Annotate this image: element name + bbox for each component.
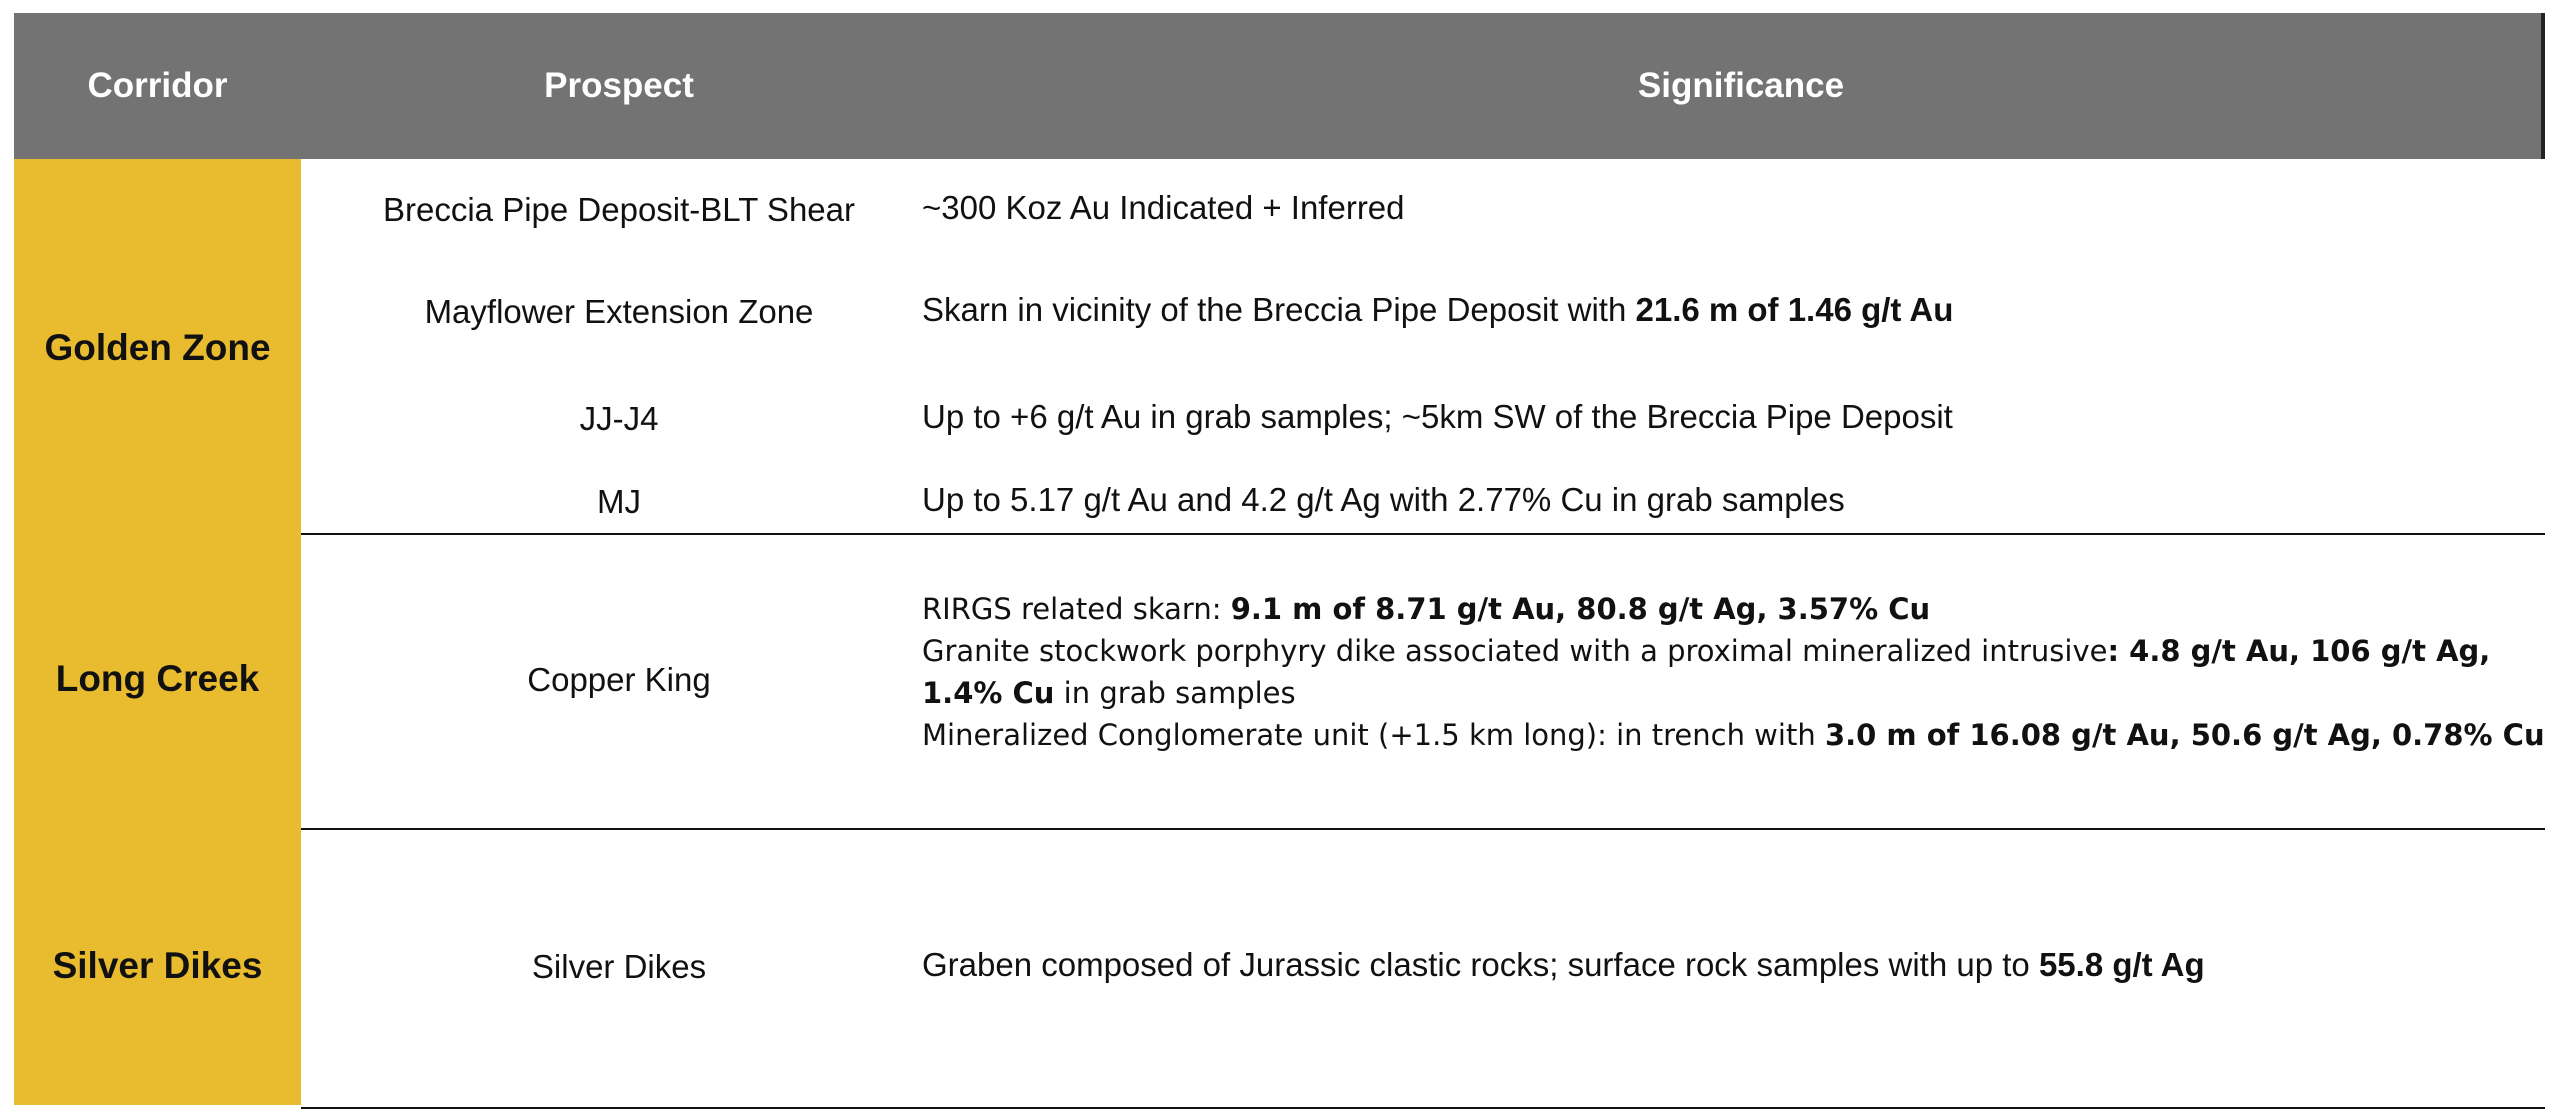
prospect-copper-king: Copper King [527, 661, 711, 698]
copper-king-line-2-highlight: : 4.8 g/t Au, 106 g/t Ag, [2107, 634, 2491, 668]
copper-king-line-4-text: Mineralized Conglomerate unit (+1.5 km long): in trench with [922, 718, 1825, 752]
corridor-silver-dikes: Silver Dikes [52, 945, 263, 986]
significance-mj: Up to 5.17 g/t Au and 4.2 g/t Ag with 2.77% Cu in grab samples [922, 481, 1845, 518]
significance-breccia: ~300 Koz Au Indicated + Inferred [922, 189, 1405, 226]
header-prospect: Prospect [544, 66, 694, 105]
copper-king-line-1 [922, 588, 2542, 630]
copper-king-line-1-highlight: 9.1 m of 8.71 g/t Au, 80.8 g/t Ag, 3.57% Cu [1230, 592, 1931, 626]
table-bottom-rule [301, 1107, 2545, 1109]
row-divider [301, 828, 2545, 830]
copper-king-line-4 [922, 714, 2545, 756]
table-header [14, 13, 2545, 159]
significance-silver-dikes-text: Graben composed of Jurassic clastic rocks; surface rock samples with up to [922, 946, 2039, 983]
prospect-mayflower: Mayflower Extension Zone [424, 293, 814, 330]
prospect-silver-dikes: Silver Dikes [531, 948, 707, 985]
significance-mayflower-text: Skarn in vicinity of the Breccia Pipe Deposit with [922, 291, 1636, 328]
copper-king-line-2 [922, 630, 2542, 672]
copper-king-line-1-text: RIRGS related skarn: [922, 592, 1231, 626]
corridor-long-creek: Long Creek [55, 658, 260, 699]
significance-copper-king [922, 588, 2545, 756]
significance-jj-j4: Up to +6 g/t Au in grab samples; ~5km SW of the Breccia Pipe Deposit [922, 398, 1953, 435]
header-corridor: Corridor [87, 66, 228, 105]
significance-mayflower-highlight: 21.6 m of 1.46 g/t Au [1635, 291, 1954, 328]
prospect-breccia: Breccia Pipe Deposit-BLT Shear [382, 191, 855, 228]
significance-mayflower [922, 289, 2542, 331]
copper-king-line-3-highlight: 1.4% Cu [922, 676, 1055, 710]
row-divider [301, 533, 2545, 535]
copper-king-line-4-highlight: 3.0 m of 16.08 g/t Au, 50.6 g/t Ag, 0.78% Cu [1824, 718, 2545, 752]
corridor-golden-zone: Golden Zone [44, 327, 271, 368]
copper-king-line-3 [922, 672, 2542, 714]
copper-king-line-3-text: in grab samples [1054, 676, 1296, 710]
prospect-jj-j4: JJ-J4 [579, 400, 659, 437]
significance-silver-dikes-highlight: 55.8 g/t Ag [2038, 946, 2205, 983]
prospect-mj: MJ [597, 483, 641, 520]
header-significance: Significance [1637, 66, 1845, 105]
significance-silver-dikes [922, 944, 2542, 986]
copper-king-line-2-text: Granite stockwork porphyry dike associated with a proximal mineralized intrusive [922, 634, 2108, 668]
